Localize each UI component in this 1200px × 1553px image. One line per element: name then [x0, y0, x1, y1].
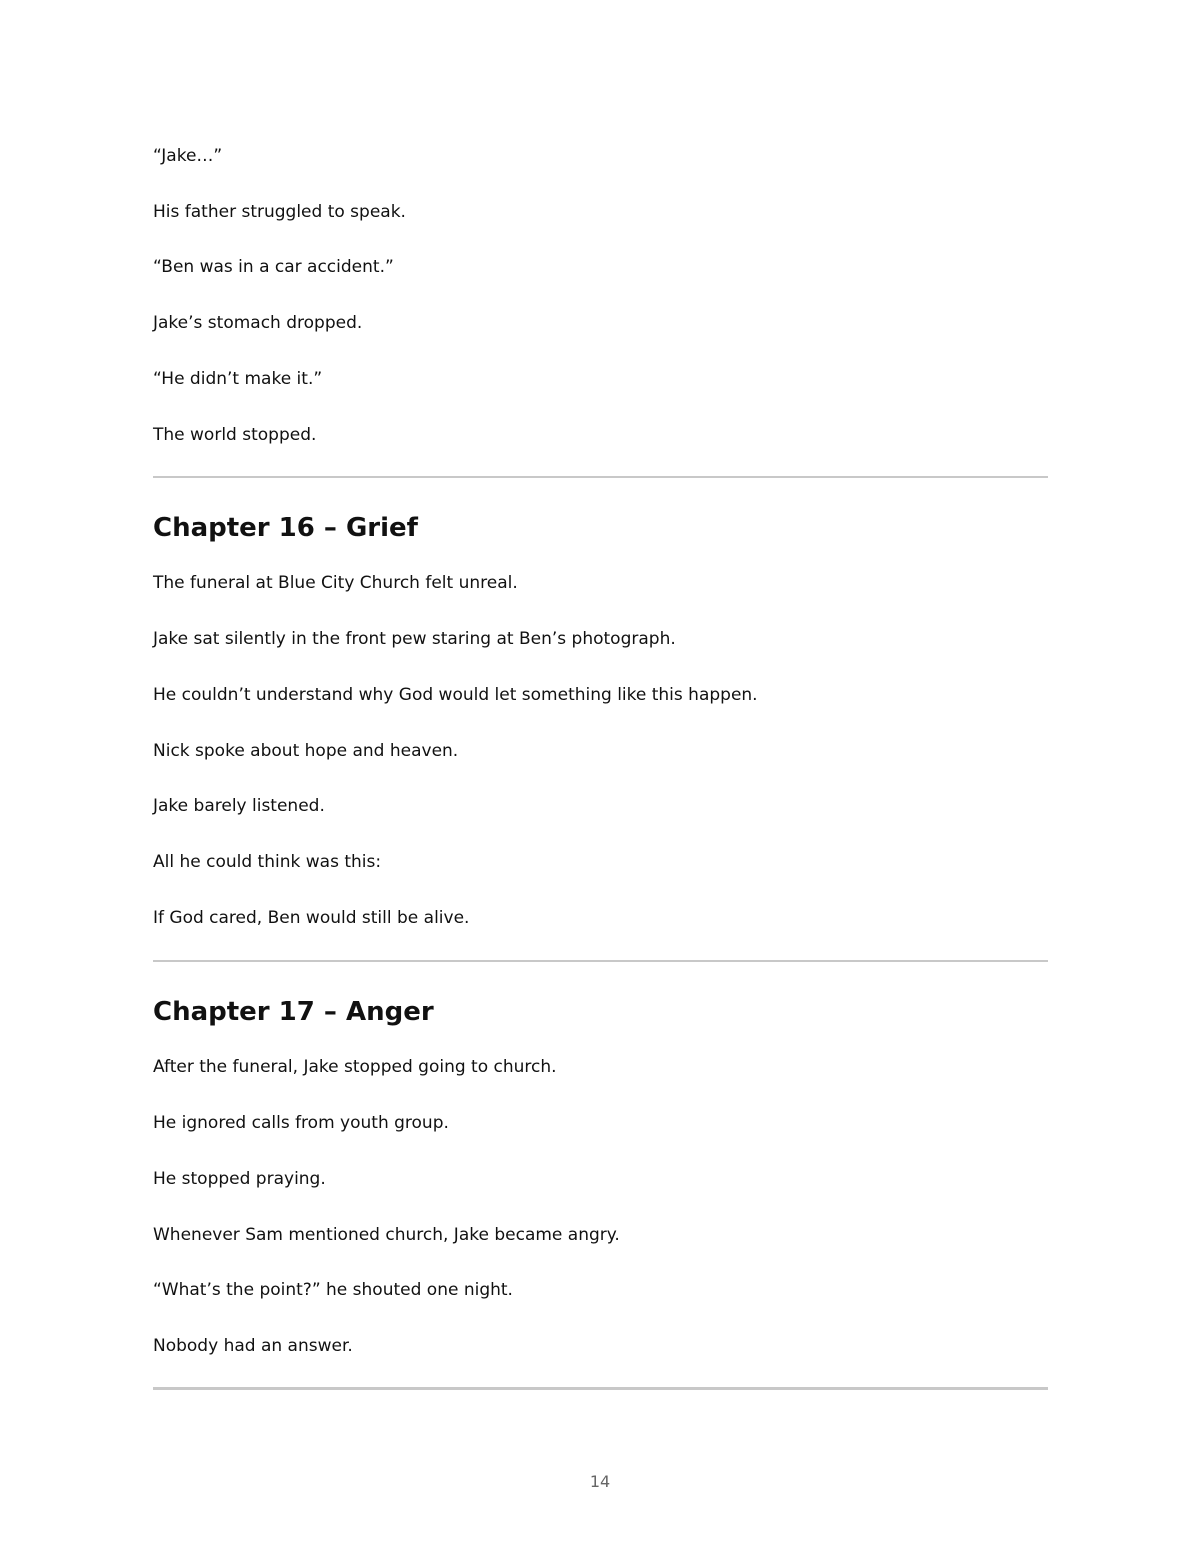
section-divider — [153, 1387, 1048, 1390]
paragraph: “Ben was in a car accident.” — [153, 257, 394, 277]
paragraph: “He didn’t make it.” — [153, 369, 323, 389]
paragraph: “What’s the point?” he shouted one night. — [153, 1280, 513, 1300]
paragraph: He ignored calls from youth group. — [153, 1113, 449, 1133]
paragraph: He stopped praying. — [153, 1169, 326, 1189]
paragraph: Nobody had an answer. — [153, 1336, 353, 1356]
paragraph: The world stopped. — [153, 425, 317, 445]
section-divider — [153, 960, 1048, 962]
paragraph: Jake sat silently in the front pew staring at Ben’s photograph. — [153, 629, 676, 649]
document-page — [153, 0, 1048, 1553]
paragraph: Jake barely listened. — [153, 796, 325, 816]
paragraph: Whenever Sam mentioned church, Jake became angry. — [153, 1225, 620, 1245]
paragraph: If God cared, Ben would still be alive. — [153, 908, 470, 928]
paragraph: Jake’s stomach dropped. — [153, 313, 363, 333]
chapter-16-title: Chapter 16 – Grief — [153, 513, 418, 543]
paragraph: Nick spoke about hope and heaven. — [153, 741, 459, 761]
chapter-17-title: Chapter 17 – Anger — [153, 997, 434, 1027]
paragraph: He couldn’t understand why God would let something like this happen. — [153, 685, 758, 705]
paragraph: All he could think was this: — [153, 852, 382, 872]
section-divider — [153, 476, 1048, 478]
paragraph: “Jake…” — [153, 146, 223, 166]
paragraph: The funeral at Blue City Church felt unreal. — [153, 573, 518, 593]
paragraph: His father struggled to speak. — [153, 202, 406, 222]
page-number: 14 — [589, 1472, 611, 1491]
paragraph: After the funeral, Jake stopped going to church. — [153, 1057, 557, 1077]
